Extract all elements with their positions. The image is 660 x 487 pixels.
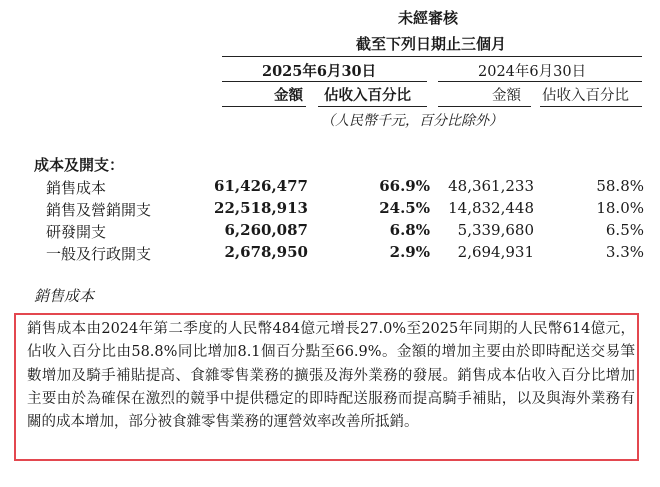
section-title: 成本及開支： (34, 156, 125, 174)
row-label: 銷售成本 (46, 179, 107, 197)
amount-2024: 14,832,448 (448, 199, 534, 217)
col-rule-2 (318, 106, 427, 107)
period-2025: 2025年6月30日 (262, 63, 377, 80)
period-2024-rule (438, 81, 642, 82)
amount-2025: 2,678,950 (224, 243, 308, 261)
pct-2025: 6.8% (389, 221, 430, 239)
row-label: 銷售及營銷開支 (46, 201, 152, 219)
amount-2024: 48,361,233 (448, 177, 534, 195)
pct-2025: 24.5% (379, 199, 430, 217)
pct-2025: 2.9% (389, 243, 430, 261)
commentary-heading: 銷售成本 (34, 287, 95, 305)
commentary-paragraph: 銷售成本由2024年第二季度的人民幣484億元增長27.0%至2025年同期的人民幣614億元，佔收入百分比由58.8%同比增加8.1個百分點至66.9%。金額的增加主要由於即時配送交易筆數增加及騎手補貼提高、食雜零售業務的擴張及海外業務的發展。銷售成本佔收入百分比增加主要由於為確保在激烈的競爭中提供穩定的即時配送服務而提高騎手補貼，以及與海外業務有關的成本增加，部分被食雜零售業務的運營效率改善所抵銷。 (27, 321, 635, 431)
period-2024: 2024年6月30日 (478, 64, 587, 80)
pct-2025: 66.9% (379, 177, 430, 195)
amount-2025: 61,426,477 (214, 177, 308, 195)
amount-2025: 22,518,913 (214, 199, 308, 217)
col-pct-2025: 佔收入百分比 (324, 87, 411, 104)
col-amount-2025: 金額 (274, 87, 303, 104)
pct-2024: 18.0% (596, 199, 644, 217)
units-note: （人民幣千元，百分比除外） (321, 113, 503, 129)
amount-2024: 2,694,931 (457, 243, 534, 261)
pct-2024: 58.8% (596, 177, 644, 195)
header-title: 未經審核 (398, 9, 459, 27)
col-rule-4 (540, 106, 642, 107)
amount-2024: 5,339,680 (457, 221, 534, 239)
pct-2024: 3.3% (605, 243, 644, 261)
col-pct-2024: 佔收入百分比 (542, 88, 629, 104)
col-rule-1 (222, 106, 306, 107)
header-subtitle: 截至下列日期止三個月 (356, 35, 507, 53)
col-amount-2024: 金額 (492, 88, 521, 104)
amount-2025: 6,260,087 (224, 221, 308, 239)
header-rule-top (222, 56, 642, 57)
row-label: 一般及行政開支 (46, 245, 152, 263)
pct-2024: 6.5% (605, 221, 644, 239)
row-label: 研發開支 (46, 223, 107, 241)
period-2025-rule (222, 81, 427, 82)
col-rule-3 (438, 106, 531, 107)
